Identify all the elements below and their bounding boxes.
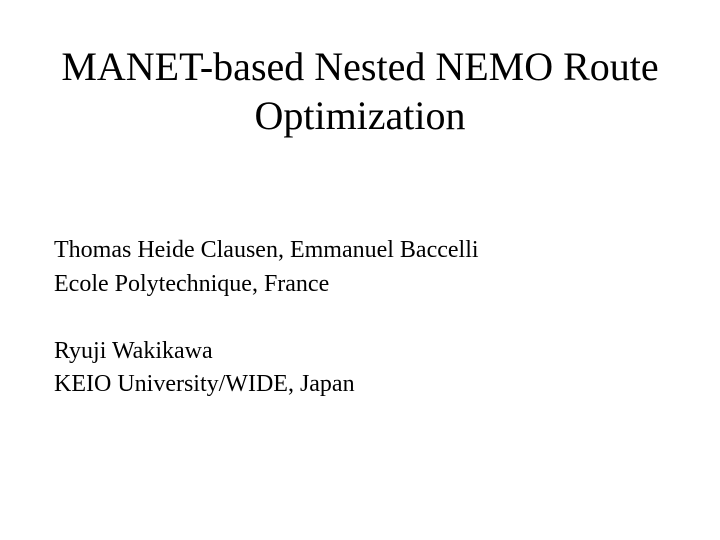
author-block	[54, 234, 674, 402]
slide-title-line-1: MANET-based Nested NEMO Route	[61, 44, 659, 89]
slide-title-line-2: Optimization	[254, 93, 466, 138]
author-names-2: Ryuji Wakikawa	[54, 337, 213, 364]
author-affiliation-1: Ecole Polytechnique, France	[54, 270, 330, 297]
author-affiliation-2: KEIO University/WIDE, Japan	[54, 371, 355, 397]
author-group-spacer	[54, 301, 674, 335]
author-names-1: Thomas Heide Clausen, Emmanuel Baccelli	[54, 237, 479, 263]
slide-title	[40, 42, 680, 140]
